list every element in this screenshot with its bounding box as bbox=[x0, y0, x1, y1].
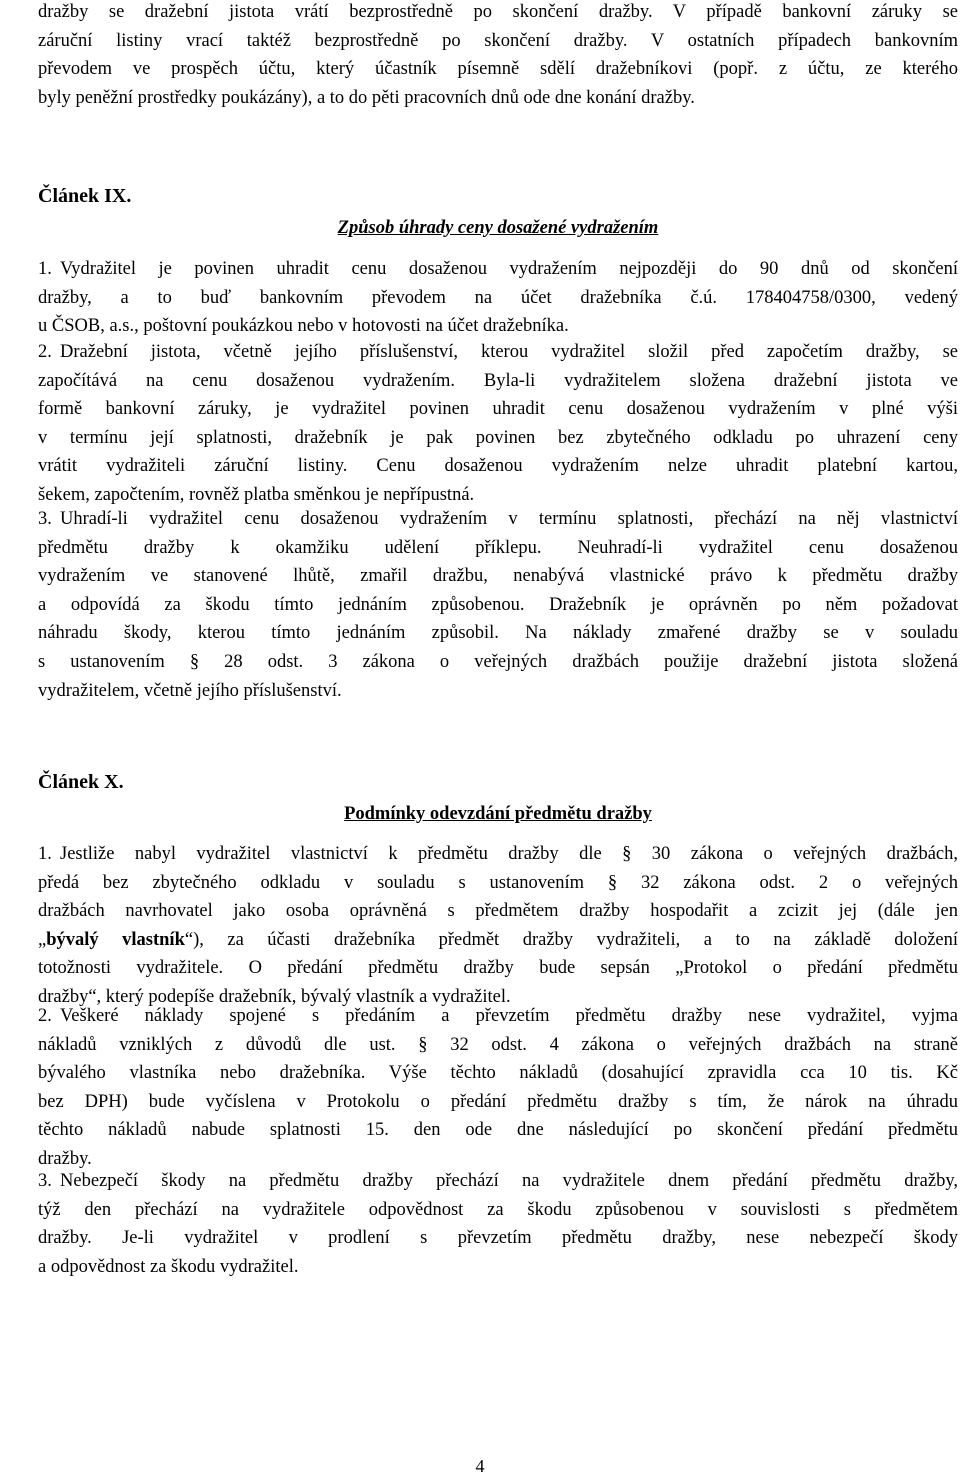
article-10-clause-2 bbox=[38, 1002, 958, 1174]
text-line: týž den přechází na vydražitele odpovědnost za škodu způsobenou v souvislosti s předmětem bbox=[38, 1199, 958, 1220]
text-line: Nebezpečí škody na předmětu dražby přechází na vydražitele dnem předání předmětu dražby, bbox=[60, 1171, 958, 1191]
clause-number: 1. bbox=[38, 259, 52, 279]
intro-paragraph bbox=[38, 0, 958, 112]
text-line: Vydražitel je povinen uhradit cenu dosaženou vydražením nejpozději do 90 dnů od skončení bbox=[60, 259, 958, 279]
clause-number: 1. bbox=[38, 844, 52, 864]
text-line: bez DPH) bude vyčíslena v Protokolu o předání předmětu dražby s tím, že nárok na úhradu bbox=[38, 1091, 958, 1112]
text-line: převodem ve prospěch účtu, který účastník písemně sdělí dražebníkovi (popř. z účtu, ze kterého bbox=[38, 59, 958, 80]
page-number: 4 bbox=[475, 1456, 485, 1476]
text-line: dražbách navrhovatel jako osoba oprávněná s předmětem dražby hospodařit a zcizit jej (dále jen bbox=[38, 901, 958, 922]
text-line: Jestliže nabyl vydražitel vlastnictví k předmětu dražby dle § 30 zákona o veřejných dražbách, bbox=[60, 844, 958, 864]
clause-number: 2. bbox=[38, 342, 52, 362]
text-line: náhradu škody, kterou tímto jednáním způsobil. Na náklady zmařené dražby se v souladu bbox=[38, 623, 958, 644]
defined-term: bývalý vlastník bbox=[46, 929, 185, 950]
text-line: dražby se dražební jistota vrátí bezprostředně po skončení dražby. V případě bankovní záruky se bbox=[38, 2, 958, 22]
text-line: předmětu dražby k okamžiku udělení příklepu. Neuhradí-li vydražitel cenu dosaženou bbox=[38, 537, 958, 558]
article-9-heading: Článek IX. bbox=[38, 185, 132, 207]
article-10-clause-1 bbox=[38, 840, 958, 1012]
text-line: bývalého vlastníka nebo dražebníka. Výše těchto nákladů (dosahující zpravidla cca 10 tis. Kč bbox=[38, 1063, 958, 1084]
text-line: u ČSOB, a.s., poštovní poukázkou nebo v hotovosti na účet dražebníka. bbox=[38, 316, 569, 337]
text-line: šekem, započtením, rovněž platba směnkou je nepřípustná. bbox=[38, 484, 475, 505]
text-line: byly peněžní prostředky poukázány), a to do pěti pracovních dnů ode dne konání dražby. bbox=[38, 87, 695, 108]
text-line: v termínu její splatnosti, dražebník je pak povinen bez zbytečného odkladu po uhrazení ceny bbox=[38, 427, 958, 448]
text-line: a odpovídá za škodu tímto jednáním způsobenou. Dražebník je oprávněn po něm požadovat bbox=[38, 594, 958, 615]
article-10-title: Podmínky odevzdání předmětu dražby bbox=[344, 804, 652, 824]
article-10-clause-3 bbox=[38, 1167, 958, 1281]
text-line: dražby. bbox=[38, 1148, 92, 1169]
text-line: dražby“, který podepíše dražebník, bývalý vlastník a vydražitel. bbox=[38, 986, 511, 1007]
text-line: předá bez zbytečného odkladu v souladu s ustanovením § 32 zákona odst. 2 o veřejných bbox=[38, 872, 958, 893]
text-line: záruční listiny vrací taktéž bezprostředně po skončení dražby. V ostatních případech bankovním bbox=[38, 30, 958, 51]
text-line: a odpovědnost za škodu vydražitel. bbox=[38, 1256, 299, 1277]
text-line: vydražením ve stanovené lhůtě, zmařil dražbu, nenabývá vlastnické právo k předmětu dražby bbox=[38, 566, 958, 587]
text-line: Dražební jistota, včetně jejího příslušenství, kterou vydražitel složil před započetím dražby, se bbox=[60, 342, 958, 362]
article-9-clause-1 bbox=[38, 255, 958, 341]
article-10-heading: Článek X. bbox=[38, 771, 124, 793]
clause-number: 3. bbox=[38, 1171, 52, 1191]
article-9-clause-3 bbox=[38, 505, 958, 705]
text-line: Uhradí-li vydražitel cenu dosaženou vydražením v termínu splatnosti, přechází na něj vlastnictví bbox=[60, 509, 958, 529]
text-line: s ustanovením § 28 odst. 3 zákona o veřejných dražbách použije dražební jistota složená bbox=[38, 651, 958, 672]
clause-number: 2. bbox=[38, 1006, 52, 1026]
text-line: vrátit vydražiteli záruční listiny. Cenu dosaženou vydražením nelze uhradit platební kartou, bbox=[38, 456, 958, 477]
text-line: dražby, a to buď bankovním převodem na účet dražebníka č.ú. 178404758/0300, vedený bbox=[38, 287, 958, 308]
text-line: započítává na cenu dosaženou vydražením. Byla-li vydražitelem složena dražební jistota ve bbox=[38, 370, 958, 391]
clause-number: 3. bbox=[38, 509, 52, 529]
article-9-clause-2 bbox=[38, 338, 958, 510]
text-line: vydražitelem, včetně jejího příslušenství. bbox=[38, 680, 342, 701]
text-line: nákladů vzniklých z důvodů dle ust. § 32 odst. 4 zákona o veřejných dražbách na straně bbox=[38, 1034, 958, 1055]
text-line: totožnosti vydražitele. O předání předmětu dražby bude sepsán „Protokol o předání předmětu bbox=[38, 958, 958, 979]
text-line: dražby. Je-li vydražitel v prodlení s převzetím předmětu dražby, nese nebezpečí škody bbox=[38, 1228, 958, 1249]
text-line: formě bankovní záruky, je vydražitel povinen uhradit cenu dosaženou vydražením v plné výši bbox=[38, 399, 958, 420]
article-9-title: Způsob úhrady ceny dosažené vydražením bbox=[337, 218, 659, 238]
text-line: těchto nákladů nabude splatnosti 15. den ode dne následující po skončení předání předmětu bbox=[38, 1120, 958, 1141]
text-line: „bývalý vlastník“), za účasti dražebníka předmět dražby vydražiteli, a to na základě doložení bbox=[38, 929, 959, 950]
text-line: Veškeré náklady spojené s předáním a převzetím předmětu dražby nese vydražitel, vyjma bbox=[60, 1006, 958, 1026]
